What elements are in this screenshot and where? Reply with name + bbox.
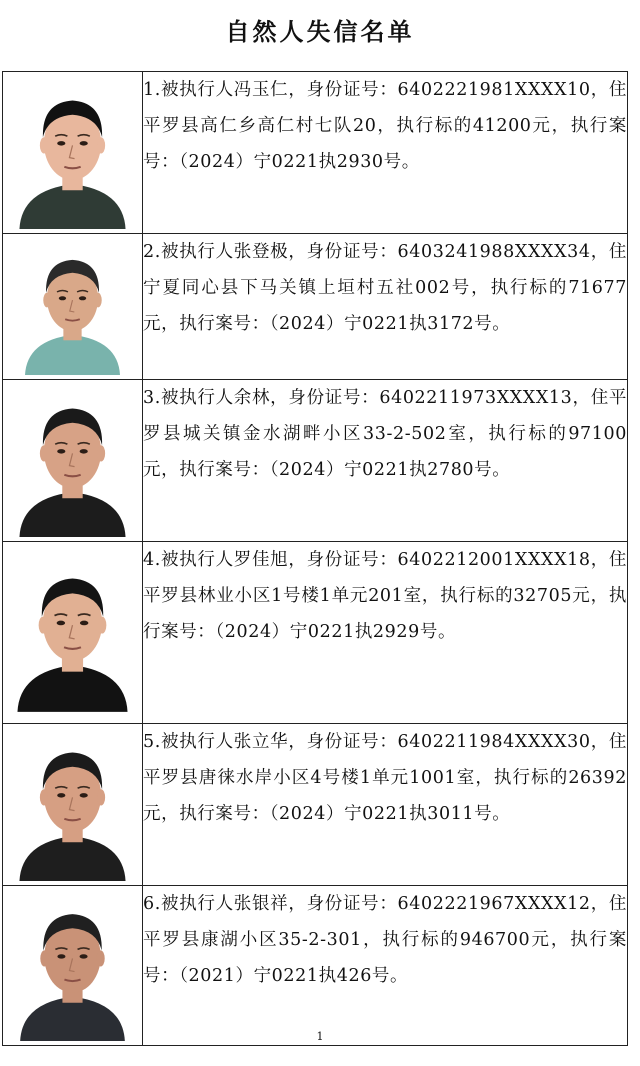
table-row: [3, 72, 628, 234]
person-photo: [9, 728, 136, 881]
person-photo: [9, 384, 136, 537]
person-photo-icon: [9, 238, 136, 375]
table-row: [3, 542, 628, 724]
photo-cell: [3, 380, 143, 542]
photo-cell: [3, 542, 143, 724]
person-photo: [9, 546, 136, 719]
photo-cell: [3, 724, 143, 886]
defaulter-info: 3.被执行人余林，身份证号：6402211973XXXX13，住平罗县城关镇金水湖畔小区33-2-502室，执行标的97100元，执行案号：（2024）宁0221执2780号。: [143, 380, 628, 542]
defaulter-info: 1.被执行人冯玉仁，身份证号：6402221981XXXX10，住平罗县高仁乡高仁村七队20，执行标的41200元，执行案号：（2024）宁0221执2930号。: [143, 72, 628, 234]
table-row: [3, 234, 628, 380]
person-photo: [9, 890, 136, 1041]
person-photo-icon: [9, 546, 136, 719]
defaulter-table: [2, 71, 628, 1046]
defaulter-info: 5.被执行人张立华，身份证号：6402211984XXXX30，住平罗县唐徕水岸小区4号楼1单元1001室，执行标的26392元，执行案号：（2024）宁0221执3011号。: [143, 724, 628, 886]
person-photo: [9, 238, 136, 375]
page-number: 1: [316, 1030, 324, 1043]
person-photo: [9, 76, 136, 229]
table-row: [3, 724, 628, 886]
defaulter-info: 2.被执行人张登极，身份证号：6403241988XXXX34，住宁夏同心县下马关镇上垣村五社002号，执行标的71677元，执行案号：（2024）宁0221执3172号。: [143, 234, 628, 380]
table-row: [3, 886, 628, 1046]
defaulter-info: 4.被执行人罗佳旭，身份证号：6402212001XXXX18，住平罗县林业小区1号楼1单元201室，执行标的32705元，执行案号：（2024）宁0221执2929号。: [143, 542, 628, 724]
photo-cell: [3, 886, 143, 1046]
page-title: 自然人失信名单: [225, 17, 415, 46]
person-photo-icon: [9, 384, 136, 537]
person-photo-icon: [9, 890, 136, 1041]
table-row: [3, 380, 628, 542]
person-photo-icon: [9, 76, 136, 229]
photo-cell: [3, 72, 143, 234]
defaulter-info: 6.被执行人张银祥，身份证号：6402221967XXXX12，住平罗县康湖小区35-2-301，执行标的946700元，执行案号：（2021）宁0221执426号。: [143, 886, 628, 1046]
photo-cell: [3, 234, 143, 380]
person-photo-icon: [9, 728, 136, 881]
